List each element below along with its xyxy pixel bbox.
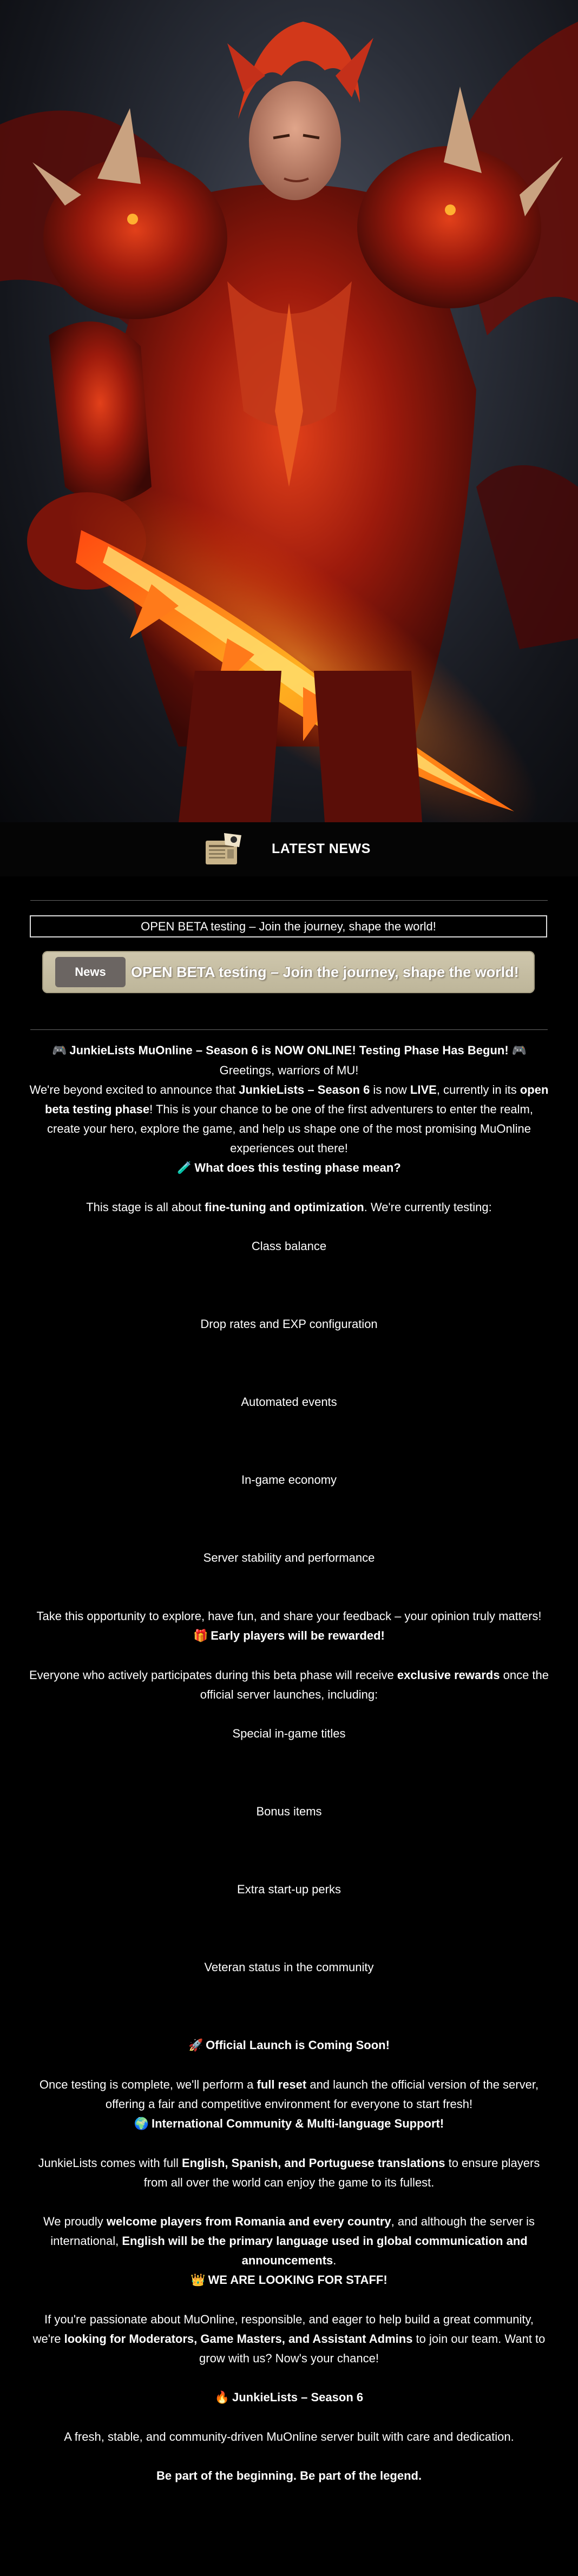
intro-paragraph: We're beyond excited to announce that JunkieLists – Season 6 is now LIVE, currently in its open beta testing phase! This is your chance to be one of the first adventurers to enter the realm, create your hero, explore the game, and help us shape one of the most promising MuOnline experiences out there! xyxy=(29,1083,549,1155)
reward-list xyxy=(29,1705,549,2016)
fire-icon: 🔥 xyxy=(214,2391,230,2405)
reward-paragraph: Everyone who actively participates during this beta phase will receive exclusive rewards once the official server launches, including: xyxy=(29,1668,549,1701)
launch-paragraph: Once testing is complete, we'll perform a full reset and launch the official version of the server, offering a fair and competitive environment for everyone to start fresh! xyxy=(39,2078,539,2111)
list-item: Special in-game titles xyxy=(232,1727,346,1740)
article-headline: 🎮 JunkieLists MuOnline – Season 6 is NOW ONLINE! Testing Phase Has Begun! 🎮 xyxy=(29,1041,549,1061)
list-item: Class balance xyxy=(251,1239,327,1253)
list-item: Bonus items xyxy=(256,1805,322,1818)
announcement-banner[interactable]: OPEN BETA testing – Join the journey, shape the world! xyxy=(30,915,547,937)
tagline: A fresh, stable, and community-driven MuOnline server built with care and dedication. xyxy=(64,2430,514,2443)
list-item: In-game economy xyxy=(241,1473,337,1487)
staff-paragraph: If you're passionate about MuOnline, responsible, and eager to help build a great community, we're looking for Moderators, Game Masters, and Assistant Admins to join our team. Want to grow with us? Now's your chance! xyxy=(32,2313,546,2365)
news-tag-button[interactable]: News xyxy=(55,957,126,987)
list-item: Server stability and performance xyxy=(203,1551,375,1564)
game-controller-icon: 🎮 xyxy=(511,1044,527,1058)
feedback-paragraph: Take this opportunity to explore, have fun, and share your feedback – your opinion truly matters! xyxy=(36,1609,542,1623)
gift-icon: 🎁 xyxy=(193,1629,208,1643)
list-item: Veteran status in the community xyxy=(204,1960,374,1974)
testing-list xyxy=(29,1217,549,1607)
community-heading: 🌍 International Community & Multi-language Support! xyxy=(29,2114,549,2134)
hero-warrior-illustration xyxy=(0,0,578,822)
news-ticker[interactable] xyxy=(42,951,535,993)
divider xyxy=(30,900,548,901)
list-item: Extra start-up perks xyxy=(237,1883,341,1896)
staff-heading: 👑 WE ARE LOOKING FOR STAFF! xyxy=(29,2270,549,2290)
testing-heading: 🧪 What does this testing phase mean? xyxy=(29,1158,549,1178)
list-item: Automated events xyxy=(241,1395,337,1409)
hero-banner xyxy=(0,0,578,822)
ticker-text[interactable]: OPEN BETA testing – Join the journey, shape the world! xyxy=(131,963,519,980)
welcome-paragraph: We proudly welcome players from Romania and every country, and although the server is international, English will be the primary language used in global communication and announcements. xyxy=(43,2215,535,2267)
test-tube-icon: 🧪 xyxy=(177,1161,192,1175)
closing-line: Be part of the beginning. Be part of the legend. xyxy=(156,2469,422,2482)
newspaper-icon xyxy=(203,831,246,867)
stage-paragraph: This stage is all about fine-tuning and optimization. We're currently testing: xyxy=(86,1200,492,1214)
signature: 🔥 JunkieLists – Season 6 xyxy=(29,2388,549,2408)
language-paragraph: JunkieLists comes with full English, Spanish, and Portuguese translations to ensure players from all over the world can enjoy the game to its fullest. xyxy=(38,2156,540,2189)
article-body xyxy=(29,1041,549,2486)
divider xyxy=(30,1029,548,1030)
globe-icon: 🌍 xyxy=(134,2117,149,2131)
game-controller-icon: 🎮 xyxy=(52,1044,67,1058)
page-title: LATEST NEWS xyxy=(272,841,371,856)
rocket-icon: 🚀 xyxy=(188,2039,203,2052)
reward-heading: 🎁 Early players will be rewarded! xyxy=(29,1626,549,1646)
crown-icon: 👑 xyxy=(191,2274,206,2287)
greeting: Greetings, warriors of MU! xyxy=(219,1064,359,1077)
launch-heading: 🚀 Official Launch is Coming Soon! xyxy=(29,2036,549,2056)
list-item: Drop rates and EXP configuration xyxy=(200,1317,378,1331)
